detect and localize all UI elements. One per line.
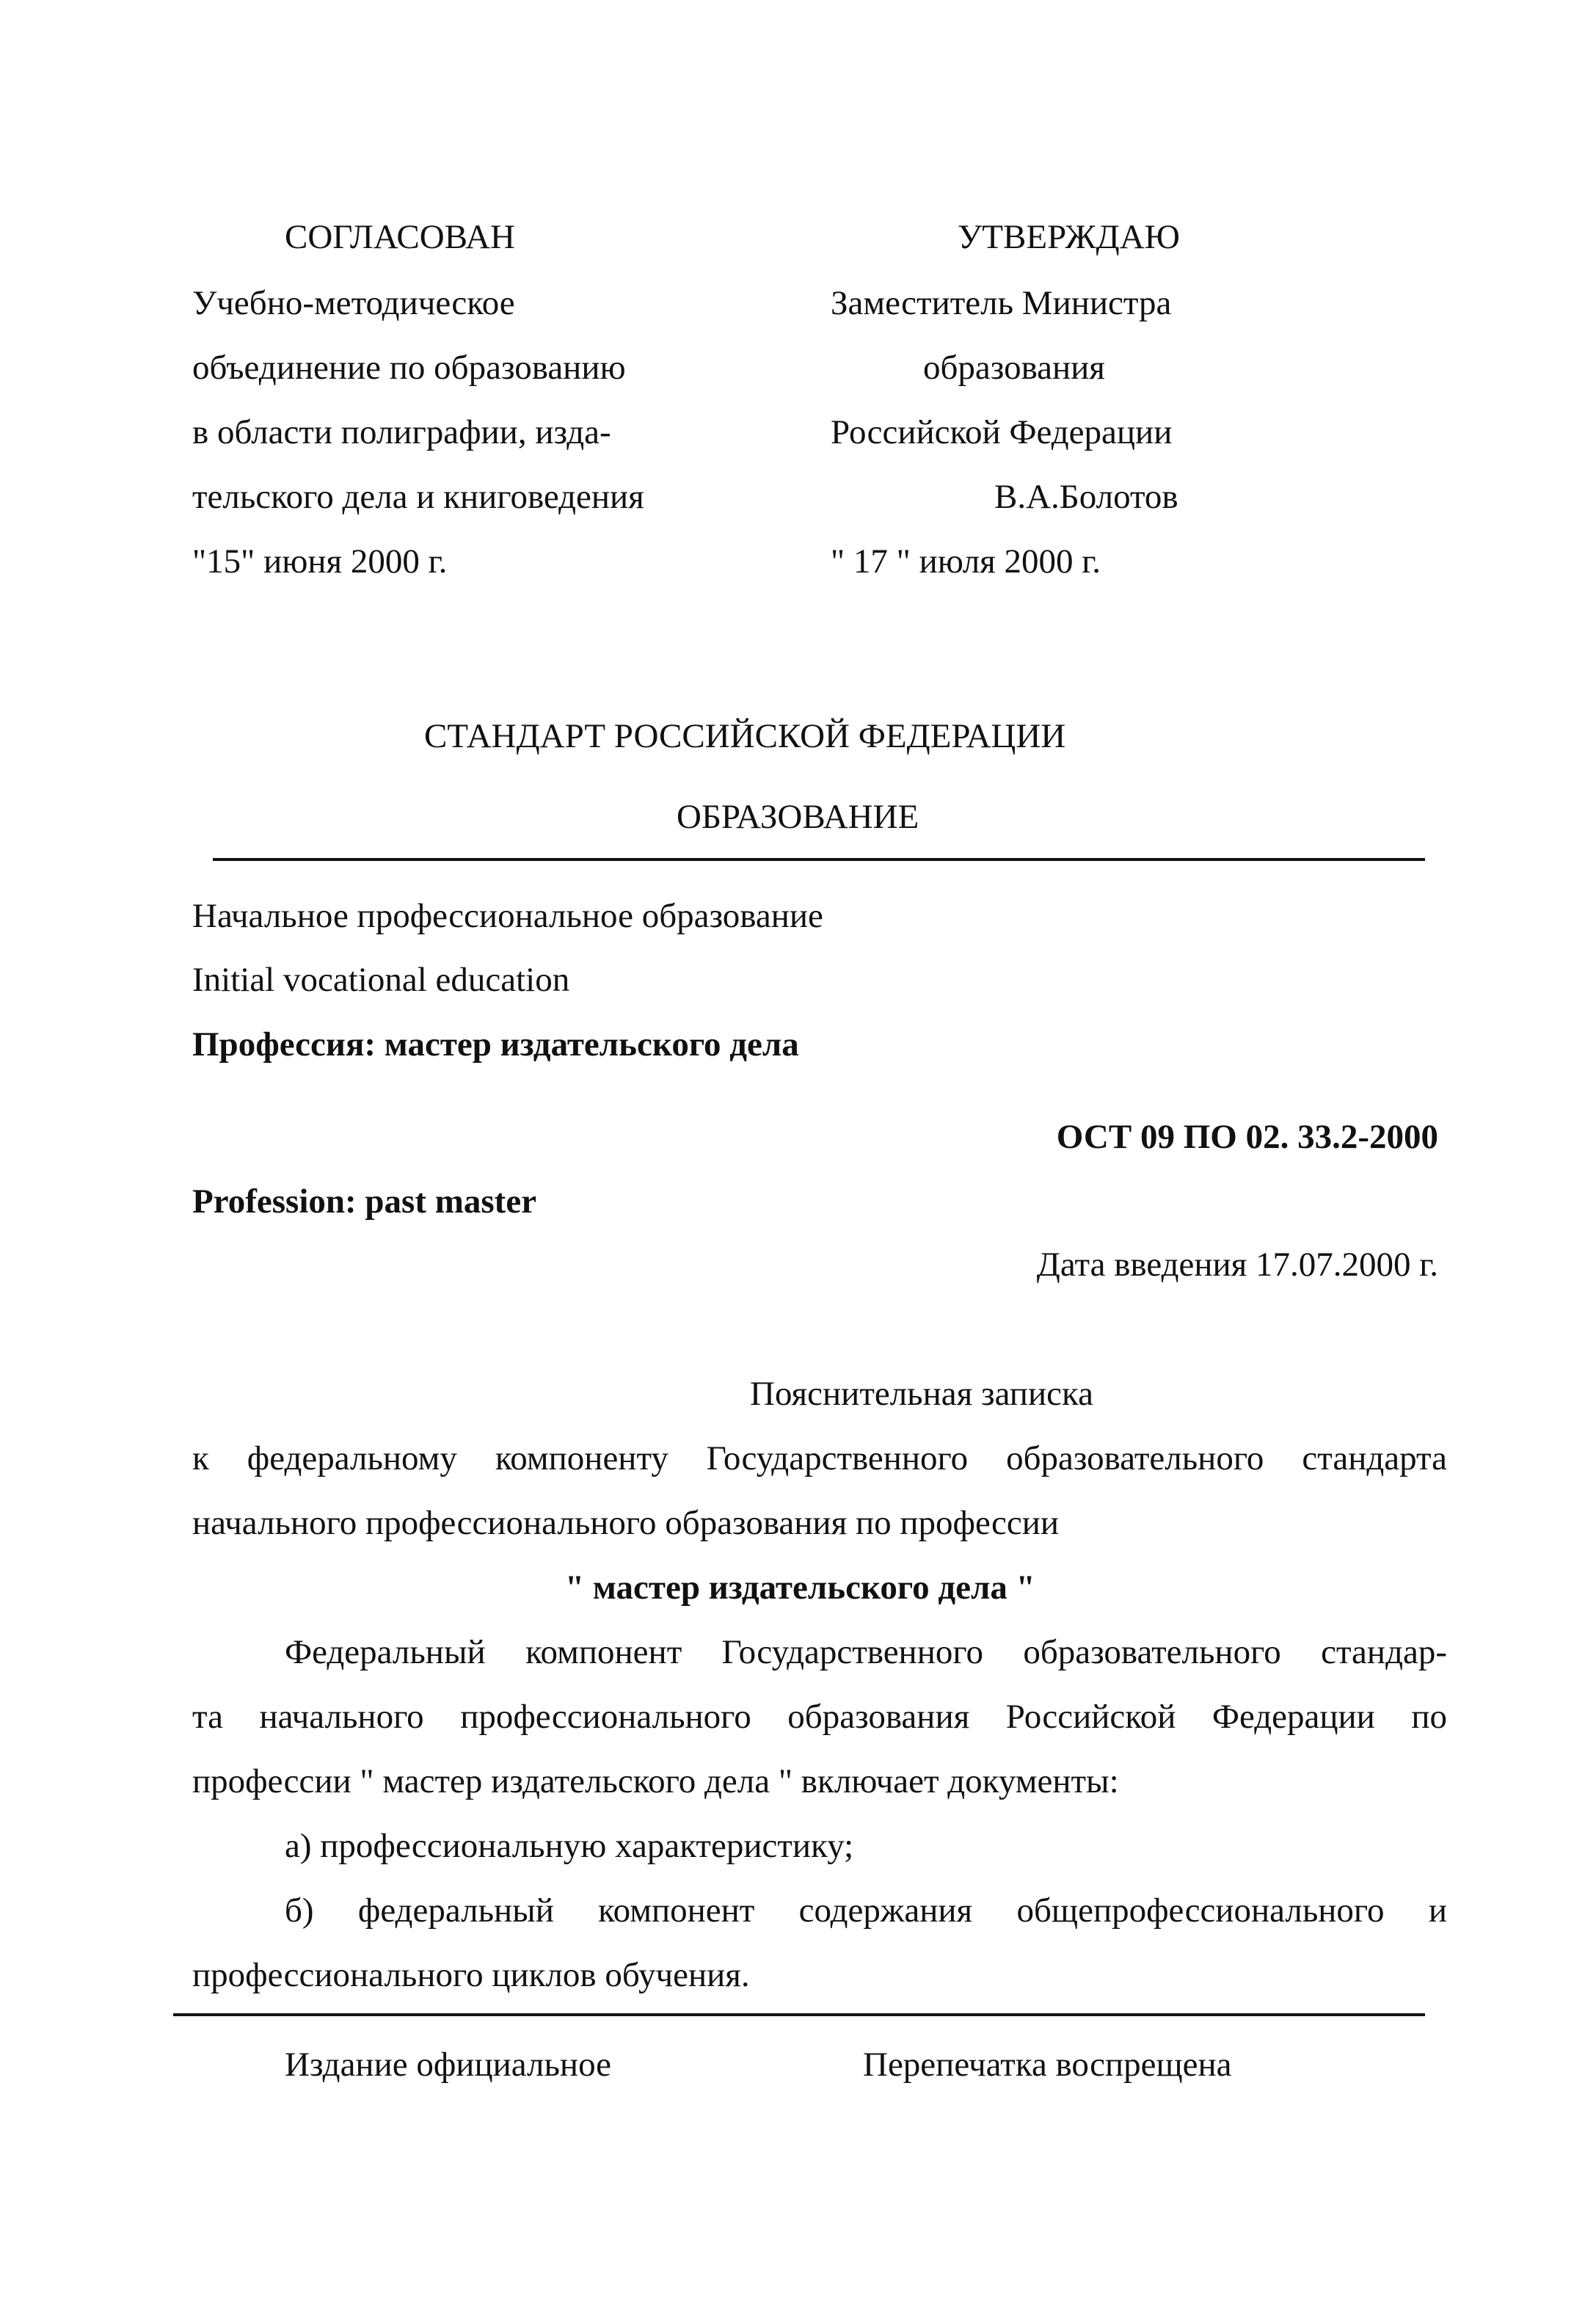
list-item-b: б) федеральный компонент содержания общепрофессионального и — [285, 1891, 1447, 1930]
paragraph-line: та начального профессионального образования Российской Федерации по — [192, 1698, 1447, 1736]
approval-right-line: Российской Федерации — [831, 413, 1173, 451]
approval-right-line: Заместитель Министра — [831, 284, 1172, 322]
list-item-a: а) профессиональную характеристику; — [285, 1827, 854, 1865]
note-profession-title: " мастер издательского дела " — [565, 1568, 1035, 1607]
standard-title: СТАНДАРТ РОССИЙСКОЙ ФЕДЕРАЦИИ — [424, 717, 1066, 755]
note-title: Пояснительная записка — [750, 1375, 1093, 1413]
level-en: Initial vocational education — [192, 961, 570, 999]
note-line: начального профессионального образования по профессии — [192, 1504, 1060, 1542]
standard-code: ОСТ 09 ПО 02. 33.2-2000 — [1056, 1118, 1438, 1156]
approval-right-date: " 17 " июля 2000 г. — [831, 542, 1101, 581]
profession-ru: Профессия: мастер издательского дела — [192, 1025, 799, 1064]
footer-divider — [173, 2013, 1425, 2016]
approval-left-line: в области полиграфии, изда- — [192, 413, 611, 451]
approval-left-date: "15" июня 2000 г. — [192, 542, 448, 581]
paragraph-line: профессии " мастер издательского дела " включает документы: — [192, 1762, 1119, 1800]
approval-right-heading: УТВЕРЖДАЮ — [958, 218, 1180, 256]
approval-left-line: тельского дела и книговедения — [192, 478, 644, 516]
approval-left-heading: СОГЛАСОВАН — [285, 218, 515, 256]
approval-right-line: образования — [923, 349, 1105, 387]
approval-right-signatory: В.А.Болотов — [994, 478, 1178, 516]
title-divider — [213, 858, 1425, 861]
profession-en: Profession: past master — [192, 1182, 537, 1221]
footer-official-edition: Издание официальное — [285, 2046, 612, 2084]
approval-left-line: Учебно-методическое — [192, 284, 515, 322]
paragraph-line: Федеральный компонент Государственного образовательного стандар- — [285, 1633, 1447, 1671]
level-ru: Начальное профессиональное образование — [192, 897, 823, 935]
intro-date: Дата введения 17.07.2000 г. — [1036, 1246, 1438, 1284]
standard-subtitle: ОБРАЗОВАНИЕ — [677, 798, 919, 836]
list-item-b-continuation: профессионального циклов обучения. — [192, 1956, 750, 1994]
approval-left-line: объединение по образованию — [192, 349, 626, 387]
note-line: к федеральному компоненту Государственного образовательного стандарта — [192, 1439, 1447, 1477]
footer-reprint-prohibited: Перепечатка воспрещена — [863, 2046, 1232, 2084]
